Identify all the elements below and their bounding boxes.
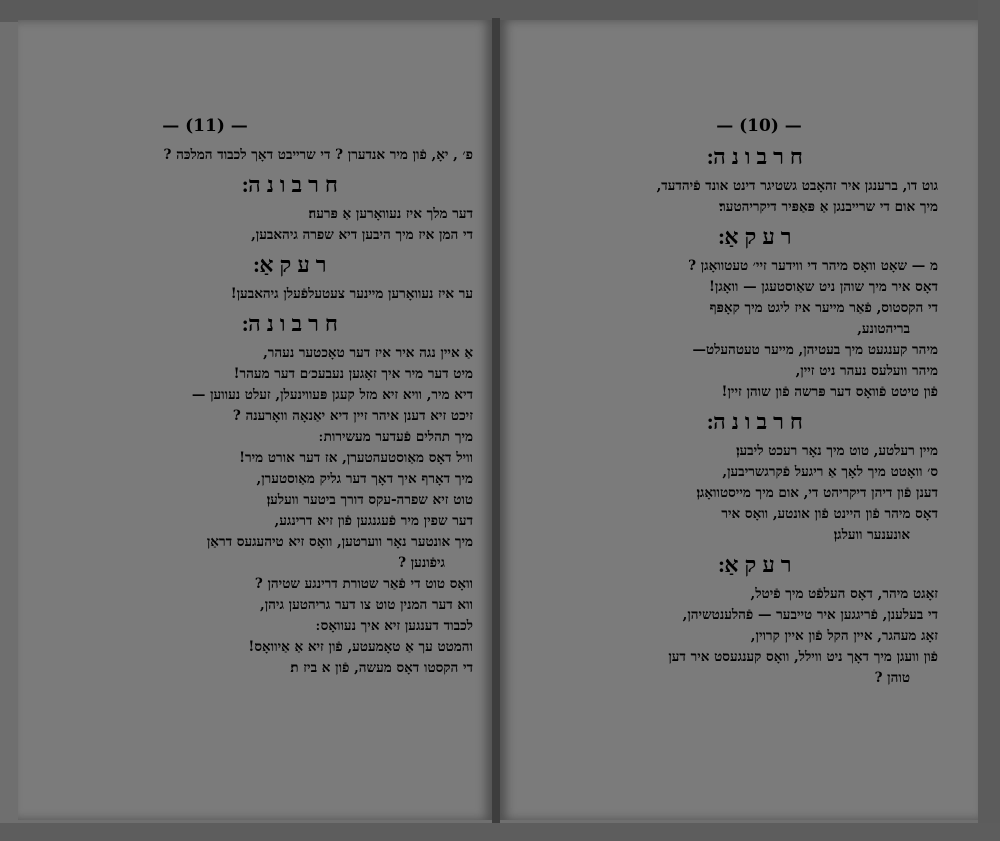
text-line: דענן פֿון דיהן דיקריהט די, אום מיך מייסטוואָגן׃: [696, 485, 938, 501]
scan-border-bottom: [0, 823, 1000, 841]
text-line: וויל דאָס מאַוסטעהטערן, אז דער אורט מיר!: [239, 450, 473, 466]
text-line: טוהן ?: [874, 670, 910, 686]
text-line: והמטט עך אַ טאָמעטע, פֿון זיא אַ אַיוואָס!: [248, 639, 473, 655]
speaker-heading: חרבונה׃: [707, 144, 809, 170]
speaker-heading: חרבונה׃: [707, 409, 809, 435]
text-line: זאָג מעהגר, איין הקל פֿון איין קרוין,: [750, 628, 938, 644]
page-number: — (10) —: [716, 116, 802, 136]
text-line: די הקסטו דאָס מעשה, פֿון א ביז ת׃: [290, 660, 473, 676]
text-line: דאָס איר מיך שוהן ניט שאַוסטעגן — וואָגן!: [708, 279, 938, 295]
text-line: זיכט זיא דענן איהר זיין דיא יאַנאָה וואָרענה ?: [232, 408, 473, 424]
text-line: וואָס טוט די פֿאַר שטורת דרינגע שטיהן ?: [254, 576, 473, 592]
text-line: דיא מיר, וויא זיא מזל קעגן פּעווינעלן, זעלט נעווען —: [191, 387, 473, 403]
text-line: אונענער וועלגן׃: [833, 527, 910, 543]
text-line: פֿון וועגן מיך דאָך ניט ווילל, וואָס קענגעסט איר דען: [668, 649, 938, 665]
text-line: מיך דאָרף איך דאָך דער גליק מאַוסטערן,: [256, 471, 473, 487]
text-line: די בעלענן, פֿריגגען איר טייבער — פֿהלענטשיהן,: [682, 607, 938, 623]
text-line: ער איז נעוואָרען מיינער צעטעלפֿעלן גיהאבען!: [230, 286, 473, 302]
book-gutter: [492, 18, 500, 823]
speaker-heading: רעקאַ׃: [718, 552, 798, 578]
right-page: [500, 20, 978, 820]
text-line: אַ איין נגה איר איז דער טאָכטער נעהר,: [263, 345, 473, 361]
speaker-heading: חרבונה׃: [242, 311, 344, 337]
scan-border-top: [0, 0, 1000, 22]
text-line: דאָס מיהר פֿון היינט פֿון אונטע, וואָס איר: [721, 506, 938, 522]
speaker-heading: חרבונה׃: [242, 172, 344, 198]
speaker-heading: רעקאַ׃: [253, 252, 333, 278]
text-line: פ׳ , יאָ, פֿון מיר אנדערן ? די שרייבט דאָך לכבוד המלכּה ?: [163, 147, 473, 163]
right-page-text: [578, 138, 938, 689]
text-line: די המן איז מיך היבען דיא שפרה גיהאבען,: [251, 227, 473, 243]
text-line: בריהטונע,: [857, 321, 910, 337]
text-line: מ — שאָט וואָס מיהר די ווידער זיי׳ טעטוואָגן ?: [688, 258, 938, 274]
text-line: גוט דו, ברענגן איר זהאָבט גשטיגר דינט אונד פֿיהדעד,: [656, 178, 938, 194]
left-page-text: [113, 145, 473, 679]
text-line: דער שפין מיר פֿעגנגען פֿון זיא דרינגע,: [274, 513, 473, 529]
text-line: מיך אום די שרייבנגן אַ פּאַפּיר דיקריהטער׃: [719, 199, 938, 215]
text-line: מיך תהלים פֿעדער מעשירות ׃: [318, 429, 473, 445]
page-number: — (11) —: [162, 116, 248, 136]
text-line: טוט זיא שפרה-עקס דורך ביטער וועלען׃: [266, 492, 473, 508]
text-line: מיך אונטער נאָר ווערטען, וואָס זיא טיהעגעס דראַן: [206, 534, 473, 550]
speaker-heading: רעקאַ׃: [718, 224, 798, 250]
text-line: זאָגט מיהר, דאָס העלפֿט מיך פֿיטל,: [750, 586, 938, 602]
text-line: די הקסטוס, פֿאַר מייער איז ליגט מיך קאָפּף: [709, 300, 938, 316]
text-line: מיט דער מיר איך זאָגען נעבעכ׳ם דער מעהר!: [233, 366, 473, 382]
text-line: מיהר קענגעט מיך בעטיהן, מייער טעטהעלט—: [692, 342, 938, 358]
text-line: לכבוד דענגען זיא איך נעוואָס ׃: [315, 618, 473, 634]
text-line: דער מלך איז נעוואָרען אַ פּרעה׃: [308, 206, 473, 222]
text-line: מיין רעלטע, טוט מיך נאָר רעכט ליבען׃: [736, 443, 938, 459]
text-line: ווא דער המנין טוט צו דער גריהטען גיהן,: [260, 597, 473, 613]
text-line: גיפֿונען ?: [398, 555, 445, 571]
text-line: ס׳ וואָטט מיך לאָך אַ ריגעל פֿקרגשריבען,: [722, 464, 938, 480]
text-line: פֿון טיטט פֿוואָס דער פּרשה פֿון שוהן זיין!: [721, 384, 938, 400]
left-page: [18, 20, 492, 820]
text-line: מיהר וועלעס נעהר ניט זיין,: [795, 363, 938, 379]
